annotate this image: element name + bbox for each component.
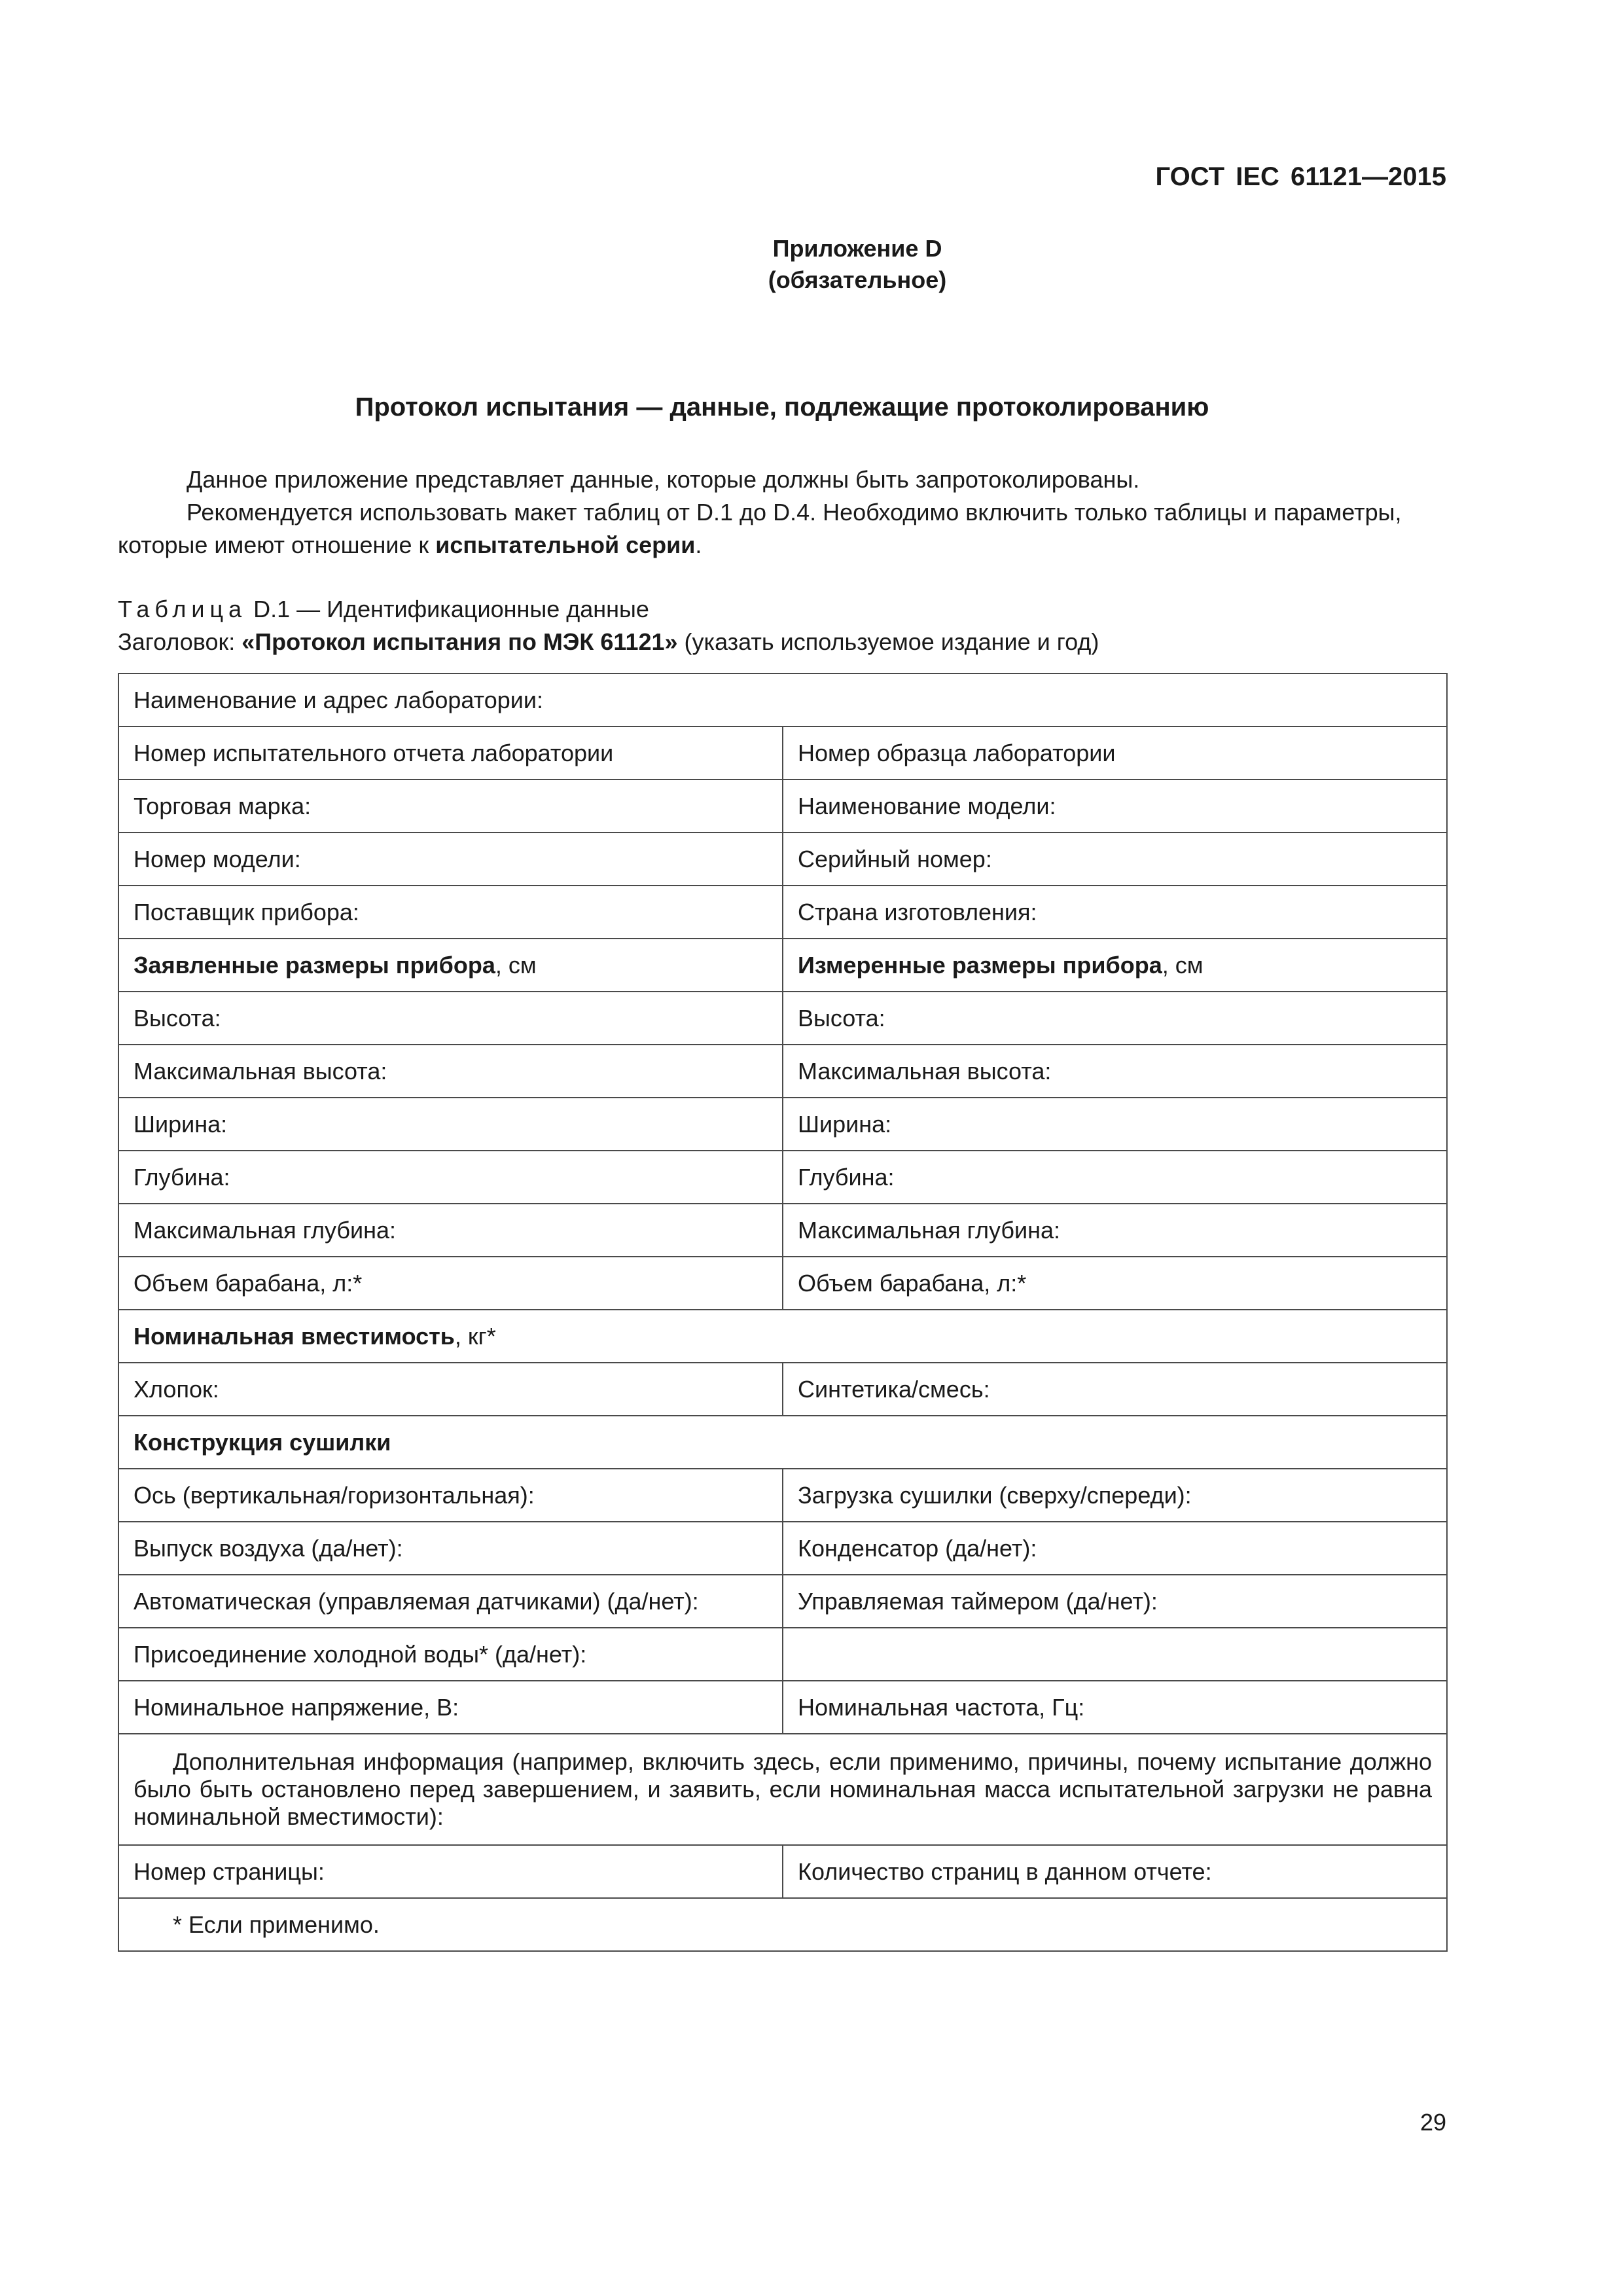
intro-p2-end: . bbox=[695, 531, 702, 558]
additional-info-text: Дополнительная информация (например, включить здесь, если применимо, причины, почему испытание должно было быть остановлено перед завершением, и заявить, если номинальная масса испытательной загрузки не равна номинальной вместимости): bbox=[134, 1748, 1433, 1830]
additional-info-cell bbox=[118, 1734, 1447, 1845]
table-row bbox=[118, 1575, 1447, 1628]
rated-capacity-unit: , кг* bbox=[454, 1322, 496, 1350]
table-caption bbox=[118, 593, 1446, 658]
table-row bbox=[118, 1045, 1447, 1098]
table-row bbox=[118, 1681, 1447, 1734]
page-number-cell: Номер страницы: bbox=[118, 1845, 783, 1898]
measured-max-height-cell: Максимальная высота: bbox=[783, 1045, 1447, 1098]
model-name-cell: Наименование модели: bbox=[783, 780, 1447, 833]
measured-dimensions-cell bbox=[783, 939, 1447, 992]
table-row bbox=[118, 886, 1447, 939]
declared-width-cell: Ширина: bbox=[118, 1098, 783, 1151]
table-row bbox=[118, 992, 1447, 1045]
intro-text bbox=[118, 463, 1446, 562]
intro-paragraph-2 bbox=[118, 496, 1446, 562]
table-row bbox=[118, 1522, 1447, 1575]
table-caption-line bbox=[118, 593, 1446, 626]
identification-table bbox=[118, 673, 1448, 1952]
annex-title: Приложение D bbox=[772, 235, 942, 262]
table-caption-rest: D.1 — Идентификационные данные bbox=[247, 596, 649, 622]
declared-dimensions-label: Заявленные размеры прибора bbox=[134, 951, 495, 978]
table-row bbox=[118, 1628, 1447, 1681]
declared-dimensions-unit: , см bbox=[495, 951, 537, 978]
table-heading-suffix: (указать используемое издание и год) bbox=[677, 628, 1099, 655]
declared-max-depth-cell: Максимальная глубина: bbox=[118, 1204, 783, 1257]
rated-capacity-label: Номинальная вместимость bbox=[134, 1322, 455, 1350]
table-row bbox=[118, 833, 1447, 886]
declared-max-height-cell: Максимальная высота: bbox=[118, 1045, 783, 1098]
cold-water-cell: Присоединение холодной воды* (да/нет): bbox=[118, 1628, 783, 1681]
condenser-cell: Конденсатор (да/нет): bbox=[783, 1522, 1447, 1575]
table-heading-bold: «Протокол испытания по МЭК 61121» bbox=[241, 628, 678, 655]
annex-block bbox=[0, 233, 1623, 296]
page-count-cell: Количество страниц в данном отчете: bbox=[783, 1845, 1447, 1898]
supplier-cell: Поставщик прибора: bbox=[118, 886, 783, 939]
table-row bbox=[118, 1310, 1447, 1363]
loading-cell: Загрузка сушилки (сверху/спереди): bbox=[783, 1469, 1447, 1522]
table-caption-word: Таблица bbox=[118, 596, 247, 622]
page-number: 29 bbox=[1419, 2109, 1446, 2136]
timer-cell: Управляемая таймером (да/нет): bbox=[783, 1575, 1447, 1628]
standard-code: ГОСТ IEC 61121—2015 bbox=[1155, 162, 1446, 191]
model-number-cell: Номер модели: bbox=[118, 833, 783, 886]
dryer-design-cell: Конструкция сушилки bbox=[118, 1416, 1447, 1469]
footnote-text: * Если применимо. bbox=[173, 1910, 380, 1938]
intro-paragraph-1: Данное приложение представляет данные, которые должны быть запротоколированы. bbox=[187, 466, 1140, 493]
annex-status: (обязательное) bbox=[768, 266, 947, 293]
cotton-cell: Хлопок: bbox=[118, 1363, 783, 1416]
table-row bbox=[118, 1151, 1447, 1204]
measured-dimensions-label: Измеренные размеры прибора bbox=[798, 951, 1162, 978]
identification-table-wrapper bbox=[118, 673, 1446, 1952]
declared-depth-cell: Глубина: bbox=[118, 1151, 783, 1204]
measured-dimensions-unit: , см bbox=[1162, 951, 1204, 978]
rated-voltage-cell: Номинальное напряжение, В: bbox=[118, 1681, 783, 1734]
lab-sample-number-cell: Номер образца лаборатории bbox=[783, 726, 1447, 780]
table-row bbox=[118, 1257, 1447, 1310]
automatic-cell: Автоматическая (управляемая датчиками) (да/нет): bbox=[118, 1575, 783, 1628]
table-row bbox=[118, 1098, 1447, 1151]
table-heading-line bbox=[118, 626, 1446, 658]
declared-dimensions-cell bbox=[118, 939, 783, 992]
lab-name-cell: Наименование и адрес лаборатории: bbox=[118, 673, 1447, 726]
table-row bbox=[118, 1469, 1447, 1522]
country-cell: Страна изготовления: bbox=[783, 886, 1447, 939]
declared-drum-volume-cell: Объем барабана, л:* bbox=[118, 1257, 783, 1310]
table-row bbox=[118, 673, 1447, 726]
measured-depth-cell: Глубина: bbox=[783, 1151, 1447, 1204]
measured-width-cell: Ширина: bbox=[783, 1098, 1447, 1151]
rated-capacity-cell bbox=[118, 1310, 1447, 1363]
air-vented-cell: Выпуск воздуха (да/нет): bbox=[118, 1522, 783, 1575]
section-title: Протокол испытания — данные, подлежащие протоколированию bbox=[355, 393, 1209, 422]
axis-cell: Ось (вертикальная/горизонтальная): bbox=[118, 1469, 783, 1522]
rated-frequency-cell: Номинальная частота, Гц: bbox=[783, 1681, 1447, 1734]
table-row bbox=[118, 939, 1447, 992]
table-heading-prefix: Заголовок: bbox=[118, 628, 242, 655]
measured-drum-volume-cell: Объем барабана, л:* bbox=[783, 1257, 1447, 1310]
table-row bbox=[118, 726, 1447, 780]
synthetics-cell: Синтетика/смесь: bbox=[783, 1363, 1447, 1416]
trademark-cell: Торговая марка: bbox=[118, 780, 783, 833]
empty-cell bbox=[783, 1628, 1447, 1681]
table-row bbox=[118, 1734, 1447, 1845]
declared-height-cell: Высота: bbox=[118, 992, 783, 1045]
intro-p2-text: Рекомендуется использовать макет таблиц от D.1 до D.4. Необходимо включить только таблицы и параметры, которые имеют отношение к bbox=[118, 499, 1402, 558]
table-row bbox=[118, 1898, 1447, 1951]
lab-report-number-cell: Номер испытательного отчета лаборатории bbox=[118, 726, 783, 780]
measured-max-depth-cell: Максимальная глубина: bbox=[783, 1204, 1447, 1257]
table-row bbox=[118, 1363, 1447, 1416]
table-row bbox=[118, 1204, 1447, 1257]
table-row bbox=[118, 1416, 1447, 1469]
footnote-cell bbox=[118, 1898, 1447, 1951]
measured-height-cell: Высота: bbox=[783, 992, 1447, 1045]
intro-p2-bold: испытательной серии bbox=[435, 531, 696, 558]
table-row bbox=[118, 780, 1447, 833]
table-row bbox=[118, 1845, 1447, 1898]
serial-number-cell: Серийный номер: bbox=[783, 833, 1447, 886]
